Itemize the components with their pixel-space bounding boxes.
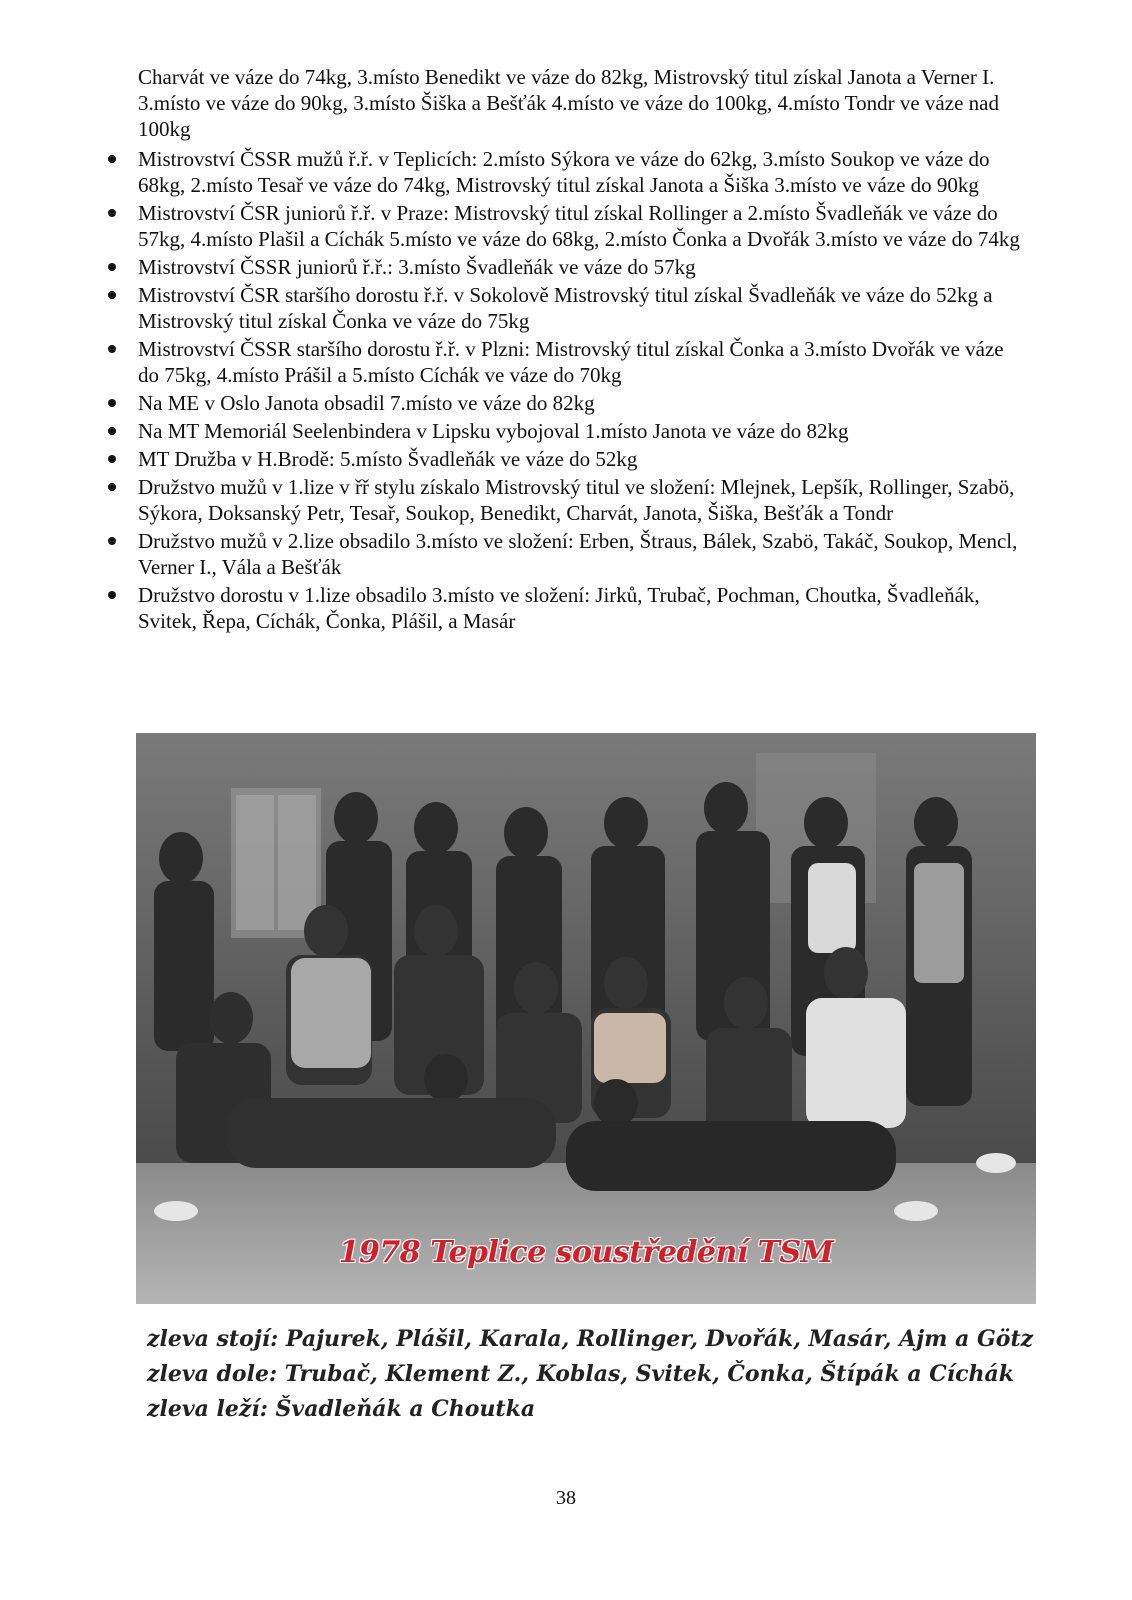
list-item: [104, 336, 1024, 388]
bullet-icon: [108, 345, 116, 353]
list-item-text: Mistrovství ČSSR mužů ř.ř. v Teplicích: 2.místo Sýkora ve váze do 62kg, 3.místo Soukop ve váze do 68kg, 2.místo Tesař ve váze do 74kg, Mistrovský titul získal Janota a Šiška 3.místo ve váze do 90kg: [138, 147, 990, 197]
bullet-icon: [108, 455, 116, 463]
page-number: 38: [556, 1487, 576, 1509]
list-item-text: MT Družba v H.Brodě: 5.místo Švadleňák ve váze do 52kg: [138, 447, 638, 471]
list-item: [104, 418, 1024, 444]
list-item: [104, 528, 1024, 580]
list-item: [104, 254, 1024, 280]
team-photo: [136, 733, 1036, 1304]
list-item: [104, 582, 1024, 634]
list-item-text: Družstvo mužů v 2.lize obsadilo 3.místo ve složení: Erben, Štraus, Bálek, Szabö, Takáč, Soukop, Mencl, Verner I., Vála a Bešťák: [138, 529, 1018, 579]
names-lying: zleva leží: Švadleňák a Choutka: [147, 1396, 536, 1422]
list-item-text: Mistrovství ČSSR staršího dorostu ř.ř. v Plzni: Mistrovský titul získal Čonka a 3.místo Dvořák ve váze do 75kg, 4.místo Prášil a 5.místo Cíchák ve váze do 70kg: [138, 337, 1004, 387]
photo-caption: 1978 Teplice soustředění TSM: [338, 1235, 834, 1270]
results-list: [104, 146, 1024, 636]
bullet-icon: [108, 427, 116, 435]
list-item-text: Na MT Memoriál Seelenbindera v Lipsku vybojoval 1.místo Janota ve váze do 82kg: [138, 419, 849, 443]
bullet-icon: [108, 263, 116, 271]
names-standing: zleva stojí: Pajurek, Plášil, Karala, Rollinger, Dvořák, Masár, Ajm a Götz: [147, 1326, 1034, 1352]
list-item: [104, 146, 1024, 198]
intro-paragraph: Charvát ve váze do 74kg, 3.místo Benedikt ve váze do 82kg, Mistrovský titul získal Janota a Verner I. 3.místo ve váze do 90kg, 3.místo Šiška a Bešťák 4.místo ve váze do 100kg, 4.místo Tondr ve váze nad 100kg: [138, 65, 999, 141]
list-item-text: Mistrovství ČSR juniorů ř.ř. v Praze: Mistrovský titul získal Rollinger a 2.místo Švadleňák ve váze do 57kg, 4.místo Plašil a Cíchák 5.místo ve váze do 68kg, 2.místo Čonka a Dvořák 3.místo ve váze do 74kg: [138, 201, 1020, 251]
list-item: [104, 474, 1024, 526]
list-item-text: Mistrovství ČSSR juniorů ř.ř.: 3.místo Švadleňák ve váze do 57kg: [138, 255, 696, 279]
bullet-icon: [108, 483, 116, 491]
list-item-text: Mistrovství ČSR staršího dorostu ř.ř. v Sokolově Mistrovský titul získal Švadleňák ve váze do 52kg a Mistrovský titul získal Čonka ve váze do 75kg: [138, 283, 993, 333]
team-photo-illustration: [136, 733, 1036, 1304]
bullet-icon: [108, 537, 116, 545]
list-item: [104, 446, 1024, 472]
names-bottom: zleva dole: Trubač, Klement Z., Koblas, Svitek, Čonka, Štípák a Cíchák: [147, 1361, 1015, 1387]
list-item-text: Družstvo dorostu v 1.lize obsadilo 3.místo ve složení: Jirků, Trubač, Pochman, Choutka, Švadleňák, Svitek, Řepa, Cíchák, Čonka, Plášil, a Masár: [138, 583, 980, 633]
bullet-icon: [108, 209, 116, 217]
list-item: [104, 200, 1024, 252]
bullet-icon: [108, 155, 116, 163]
bullet-icon: [108, 591, 116, 599]
list-item: [104, 282, 1024, 334]
list-item-text: Na ME v Oslo Janota obsadil 7.místo ve váze do 82kg: [138, 391, 595, 415]
bullet-icon: [108, 291, 116, 299]
photo-names: [147, 1322, 1047, 1427]
bullet-icon: [108, 399, 116, 407]
list-item-text: Družstvo mužů v 1.lize v řř stylu získalo Mistrovský titul ve složení: Mlejnek, Lepšík, Rollinger, Szabö, Sýkora, Doksanský Petr, Tesař, Soukop, Benedikt, Charvát, Janota, Šiška, Bešťák a Tondr: [138, 475, 1015, 525]
list-item: [104, 390, 1024, 416]
